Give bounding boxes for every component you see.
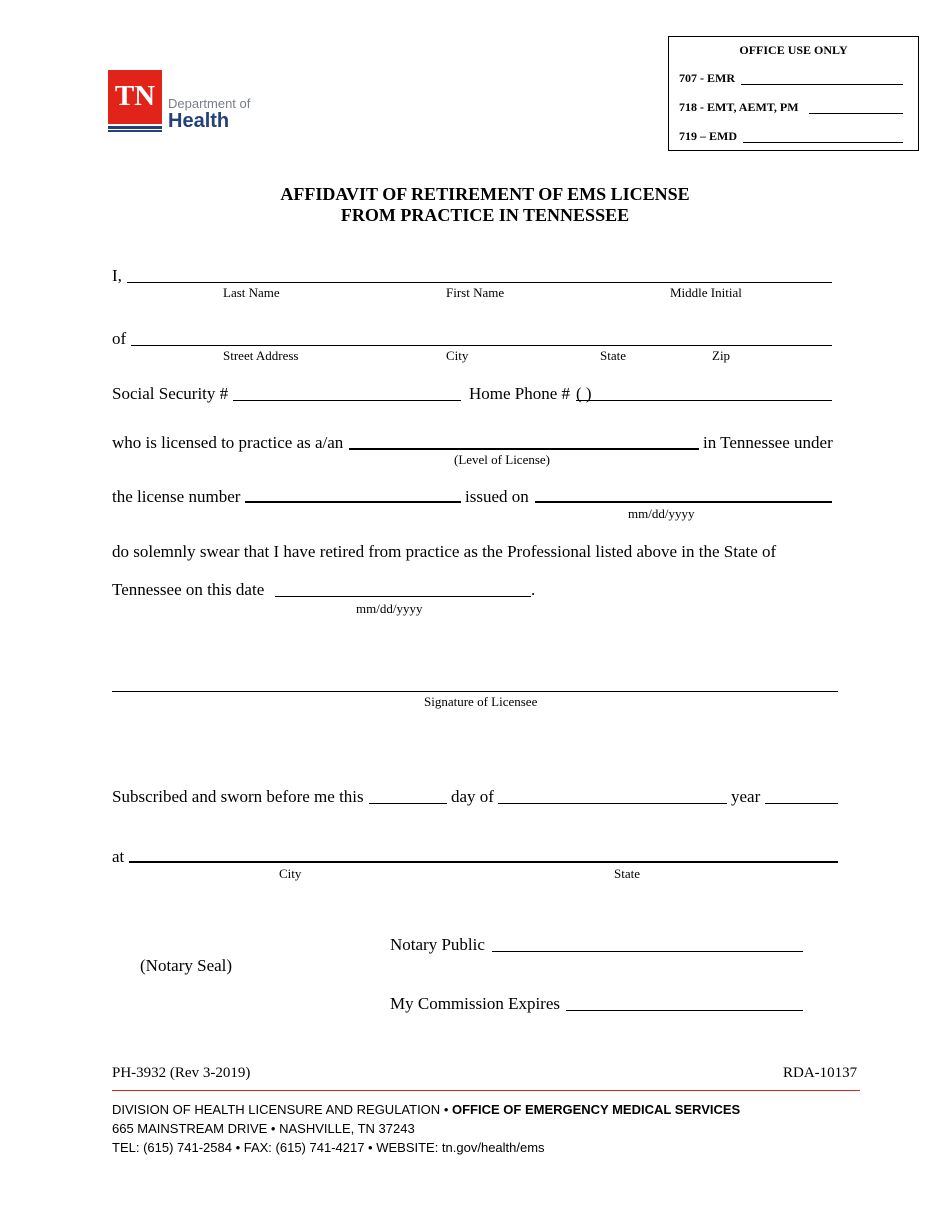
notary-public-label: Notary Public: [390, 935, 485, 954]
phone-area-code: ( ): [576, 384, 592, 403]
logo-health-text: Health: [168, 110, 230, 132]
license-number-field[interactable]: [245, 501, 461, 503]
office-use-box: [668, 36, 919, 151]
date-period: .: [531, 580, 536, 599]
commission-label: My Commission Expires: [390, 994, 561, 1013]
level-caption: (Level of License): [454, 452, 551, 467]
notary-seal-label: (Notary Seal): [140, 956, 233, 975]
issued-on-field[interactable]: [535, 501, 832, 503]
form-number: PH-3932 (Rev 3-2019): [112, 1065, 251, 1081]
of-label: of: [112, 329, 127, 348]
logo-mark: TN: [114, 80, 156, 112]
signature-caption: Signature of Licensee: [424, 694, 538, 709]
at-location-field[interactable]: [129, 861, 838, 863]
tn-health-logo: [108, 70, 268, 132]
license-number-label: the license number: [112, 487, 241, 506]
middle-initial-caption: Middle Initial: [670, 285, 742, 300]
license-level-field[interactable]: [349, 448, 699, 450]
notary-public-field[interactable]: [492, 951, 803, 952]
at-label: at: [112, 847, 125, 866]
office-name: OFFICE OF EMERGENCY MEDICAL SERVICES: [452, 1102, 741, 1117]
office-row-emr: 707 - EMR: [679, 71, 735, 85]
office-row-emt: 718 - EMT, AEMT, PM: [679, 100, 799, 114]
commission-expires-field[interactable]: [566, 1010, 803, 1011]
office-row-emd: 719 – EMD: [679, 129, 737, 143]
licensed-prefix: who is licensed to practice as a/an: [112, 433, 344, 452]
signature-field[interactable]: [112, 691, 838, 692]
subscribed-label: Subscribed and sworn before me this: [112, 787, 364, 806]
city-caption: City: [446, 348, 469, 363]
footer-division-line: [112, 1102, 740, 1118]
year-field[interactable]: [765, 803, 838, 804]
i-label: I,: [112, 266, 122, 285]
at-city-caption: City: [279, 866, 302, 881]
retirement-date-caption: mm/dd/yyyy: [356, 601, 423, 616]
day-of-label: day of: [451, 787, 494, 806]
issued-on-label: issued on: [465, 487, 529, 506]
logo-bar: [108, 130, 162, 132]
street-caption: Street Address: [223, 348, 299, 363]
last-name-caption: Last Name: [223, 285, 280, 300]
footer-address: 665 MAINSTREAM DRIVE • NASHVILLE, TN 37243: [112, 1121, 415, 1136]
day-field[interactable]: [369, 803, 447, 804]
home-phone-field[interactable]: [576, 400, 832, 401]
office-emt-field[interactable]: [809, 113, 903, 114]
name-field[interactable]: [127, 282, 832, 283]
ssn-field[interactable]: [233, 400, 461, 401]
form-title-line2: FROM PRACTICE IN TENNESSEE: [340, 205, 630, 225]
footer-contact: TEL: (615) 741-2584 • FAX: (615) 741-4217 • WEBSITE: tn.gov/health/ems: [112, 1140, 545, 1155]
office-use-title: OFFICE USE ONLY: [739, 43, 848, 57]
month-field[interactable]: [498, 803, 727, 804]
at-state-caption: State: [614, 866, 640, 881]
home-phone-label: Home Phone #: [469, 384, 571, 403]
address-field[interactable]: [131, 345, 832, 346]
issued-date-caption: mm/dd/yyyy: [628, 506, 695, 521]
licensed-suffix: in Tennessee under: [703, 433, 833, 452]
state-caption: State: [600, 348, 626, 363]
zip-caption: Zip: [712, 348, 731, 363]
logo-bar: [108, 126, 162, 129]
footer-divider: [112, 1090, 860, 1091]
ssn-label: Social Security #: [112, 384, 229, 403]
date-label: Tennessee on this date: [112, 580, 265, 599]
year-label: year: [731, 787, 761, 806]
first-name-caption: First Name: [446, 285, 505, 300]
office-emd-field[interactable]: [743, 142, 903, 143]
division-name: DIVISION OF HEALTH LICENSURE AND REGULATION: [112, 1102, 441, 1117]
logo-dept-text: Department of: [168, 96, 251, 111]
retirement-date-field[interactable]: [275, 596, 531, 597]
rda-number: RDA-10137: [783, 1065, 858, 1081]
swear-statement: do solemnly swear that I have retired from practice as the Professional listed above in the State of: [112, 542, 777, 561]
form-title-line1: AFFIDAVIT OF RETIREMENT OF EMS LICENSE: [280, 184, 690, 204]
office-emr-field[interactable]: [741, 84, 903, 85]
bullet-separator: •: [443, 1102, 449, 1117]
